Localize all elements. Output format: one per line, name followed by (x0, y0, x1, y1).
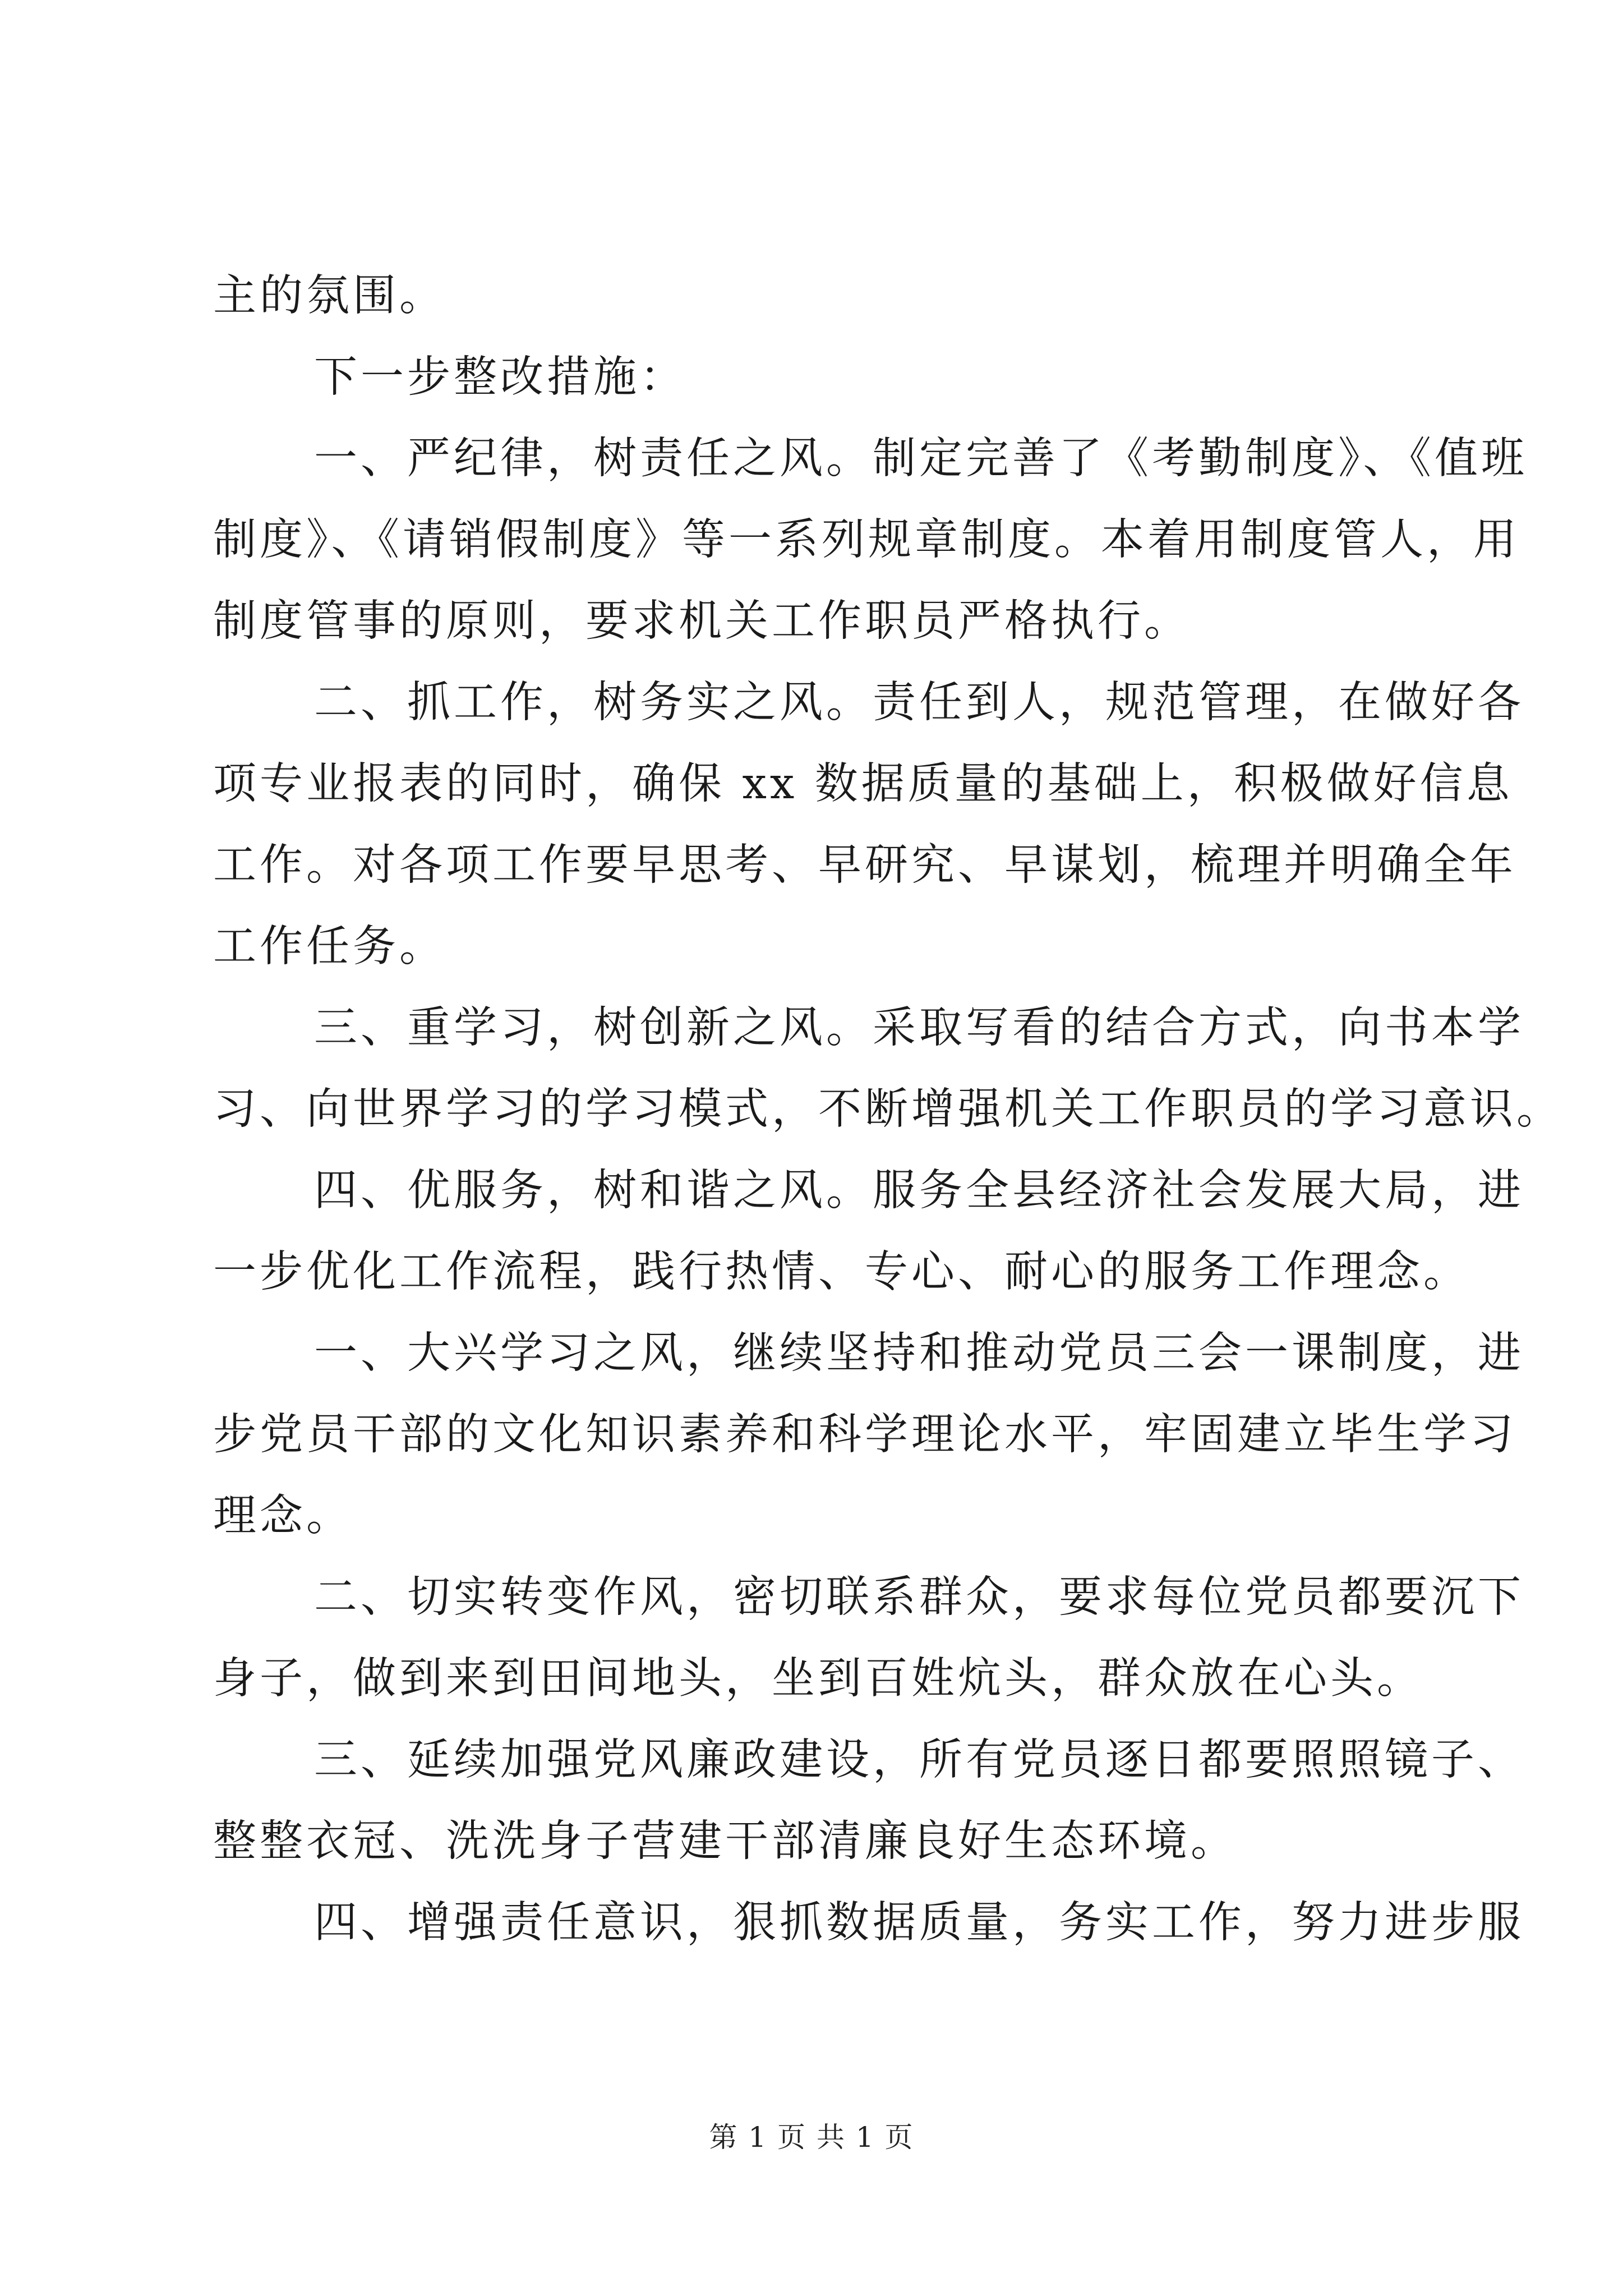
page-number-footer: 第 1 页 共 1 页 (709, 2121, 914, 2154)
text-line: 二、抓工作，树务实之风。责任到人，规范管理，在做好各 (314, 678, 1524, 728)
text-line: 工作。对各项工作要早思考、早研究、早谋划，梳理并明确全年 (213, 840, 1516, 890)
text-line: 三、重学习，树创新之风。采取写看的结合方式，向书本学 (314, 1003, 1524, 1053)
text-line: 下一步整改措施： (314, 352, 686, 402)
text-line: 主的氛围。 (213, 271, 446, 321)
text-line: 整整衣冠、洗洗身子营建干部清廉良好生态环境。 (213, 1816, 1237, 1866)
text-line: 二、切实转变作风，密切联系群众，要求每位党员都要沉下 (314, 1572, 1524, 1622)
text-line: 四、优服务，树和谐之风。服务全县经济社会发展大局，进 (314, 1166, 1524, 1216)
text-line: 一步优化工作流程，践行热情、专心、耐心的服务工作理念。 (213, 1247, 1470, 1297)
text-line: 制度》、《请销假制度》等一系列规章制度。本着用制度管人，用 (213, 515, 1520, 565)
text-line: 步党员干部的文化知识素养和科学理论水平，牢固建立毕生学习 (213, 1410, 1516, 1460)
text-line: 一、大兴学习之风，继续坚持和推动党员三会一课制度，进 (314, 1328, 1524, 1378)
text-line: 制度管事的原则，要求机关工作职员严格执行。 (213, 596, 1191, 646)
text-line: 身子，做到来到田间地头，坐到百姓炕头，群众放在心头。 (213, 1654, 1423, 1704)
text-line: 四、增强责任意识，狠抓数据质量，务实工作，努力进步服 (314, 1898, 1524, 1948)
document-body (213, 255, 1563, 1963)
text-line: 工作任务。 (213, 922, 446, 972)
text-line: 理念。 (213, 1491, 353, 1541)
text-line: 习、向世界学习的学习模式，不断增强机关工作职员的学习意识。 (213, 1084, 1563, 1134)
text-line: 三、延续加强党风廉政建设，所有党员逐日都要照照镜子、 (314, 1735, 1524, 1785)
text-line: 项专业报表的同时，确保 xx 数据质量的基础上，积极做好信息 (213, 759, 1513, 809)
text-line: 一、严纪律，树责任之风。制定完善了《考勤制度》、《值班 (314, 434, 1528, 484)
